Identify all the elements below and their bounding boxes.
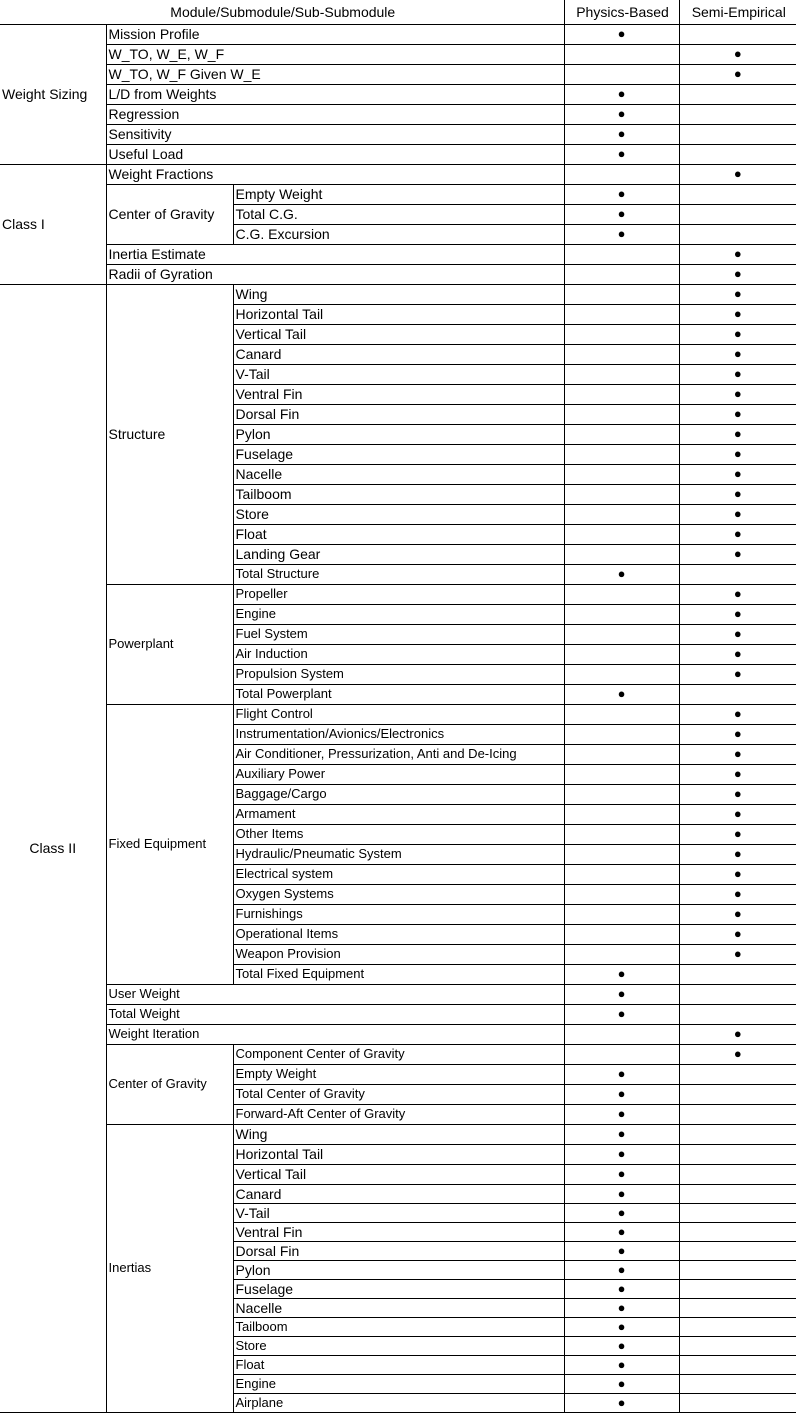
semi-empirical-cell: ● <box>679 544 796 564</box>
semi-empirical-cell <box>679 1004 796 1024</box>
physics-based-cell: ● <box>564 144 679 164</box>
physics-based-cell <box>564 524 679 544</box>
semi-empirical-cell <box>679 984 796 1004</box>
sub-submodule-cell: Weapon Provision <box>233 944 564 964</box>
physics-based-cell: ● <box>564 1124 679 1144</box>
table-row <box>0 184 796 204</box>
physics-based-cell <box>564 264 679 284</box>
table-row <box>0 144 796 164</box>
physics-based-cell <box>564 464 679 484</box>
semi-empirical-cell: ● <box>679 384 796 404</box>
semi-empirical-cell: ● <box>679 424 796 444</box>
header-physics-based: Physics-Based <box>564 0 679 24</box>
physics-based-cell <box>564 804 679 824</box>
sub-submodule-cell: Total Fixed Equipment <box>233 964 564 984</box>
physics-based-cell: ● <box>564 564 679 584</box>
semi-empirical-cell <box>679 1393 796 1412</box>
sub-submodule-cell: Fuselage <box>233 1279 564 1298</box>
table-row <box>0 244 796 264</box>
sub-submodule-cell: Float <box>233 1355 564 1374</box>
semi-empirical-cell: ● <box>679 944 796 964</box>
semi-empirical-cell: ● <box>679 324 796 344</box>
semi-empirical-cell: ● <box>679 604 796 624</box>
semi-empirical-cell: ● <box>679 524 796 544</box>
physics-based-cell <box>564 64 679 84</box>
submodule-cell: W_TO, W_F Given W_E <box>106 64 564 84</box>
semi-empirical-cell <box>679 144 796 164</box>
physics-based-cell <box>564 484 679 504</box>
semi-empirical-cell <box>679 1355 796 1374</box>
physics-based-cell <box>564 544 679 564</box>
physics-based-cell: ● <box>564 204 679 224</box>
semi-empirical-cell: ● <box>679 504 796 524</box>
table-row <box>0 584 796 604</box>
semi-empirical-cell <box>679 1317 796 1336</box>
physics-based-cell: ● <box>564 1064 679 1084</box>
semi-empirical-cell: ● <box>679 724 796 744</box>
semi-empirical-cell: ● <box>679 284 796 304</box>
sub-submodule-cell: Empty Weight <box>233 184 564 204</box>
submodule-cell: Fixed Equipment <box>106 704 233 984</box>
semi-empirical-cell: ● <box>679 864 796 884</box>
sub-submodule-cell: V-Tail <box>233 1203 564 1222</box>
semi-empirical-cell: ● <box>679 924 796 944</box>
sub-submodule-cell: Fuel System <box>233 624 564 644</box>
table-row <box>0 44 796 64</box>
submodule-cell: Center of Gravity <box>106 1044 233 1124</box>
semi-empirical-cell: ● <box>679 764 796 784</box>
semi-empirical-cell: ● <box>679 884 796 904</box>
sub-submodule-cell: Pylon <box>233 1260 564 1279</box>
semi-empirical-cell <box>679 184 796 204</box>
semi-empirical-cell <box>679 224 796 244</box>
sub-submodule-cell: Hydraulic/Pneumatic System <box>233 844 564 864</box>
physics-based-cell <box>564 324 679 344</box>
physics-based-cell: ● <box>564 1393 679 1412</box>
physics-based-cell <box>564 844 679 864</box>
physics-based-cell <box>564 784 679 804</box>
physics-based-cell: ● <box>564 1144 679 1164</box>
physics-based-cell: ● <box>564 1222 679 1241</box>
sub-submodule-cell: Landing Gear <box>233 544 564 564</box>
physics-based-cell <box>564 824 679 844</box>
semi-empirical-cell: ● <box>679 344 796 364</box>
submodule-cell: Radii of Gyration <box>106 264 564 284</box>
header-module-column: Module/Submodule/Sub-Submodule <box>0 0 564 24</box>
semi-empirical-cell: ● <box>679 1044 796 1064</box>
semi-empirical-cell: ● <box>679 244 796 264</box>
sub-submodule-cell: Instrumentation/Avionics/Electronics <box>233 724 564 744</box>
sub-submodule-cell: V-Tail <box>233 364 564 384</box>
sub-submodule-cell: Baggage/Cargo <box>233 784 564 804</box>
semi-empirical-cell: ● <box>679 664 796 684</box>
sub-submodule-cell: Ventral Fin <box>233 384 564 404</box>
semi-empirical-cell <box>679 1124 796 1144</box>
semi-empirical-cell: ● <box>679 624 796 644</box>
physics-based-cell: ● <box>564 104 679 124</box>
physics-based-cell: ● <box>564 24 679 44</box>
sub-submodule-cell: C.G. Excursion <box>233 224 564 244</box>
semi-empirical-cell <box>679 1222 796 1241</box>
physics-based-cell <box>564 364 679 384</box>
physics-based-cell: ● <box>564 1004 679 1024</box>
sub-submodule-cell: Store <box>233 1336 564 1355</box>
sub-submodule-cell: Nacelle <box>233 464 564 484</box>
semi-empirical-cell: ● <box>679 464 796 484</box>
semi-empirical-cell: ● <box>679 784 796 804</box>
physics-based-cell: ● <box>564 964 679 984</box>
semi-empirical-cell: ● <box>679 64 796 84</box>
physics-based-cell <box>564 864 679 884</box>
physics-based-cell: ● <box>564 184 679 204</box>
physics-based-cell <box>564 1044 679 1064</box>
sub-submodule-cell: Vertical Tail <box>233 1164 564 1184</box>
physics-based-cell: ● <box>564 224 679 244</box>
physics-based-cell: ● <box>564 124 679 144</box>
semi-empirical-cell <box>679 964 796 984</box>
sub-submodule-cell: Component Center of Gravity <box>233 1044 564 1064</box>
sub-submodule-cell: Electrical system <box>233 864 564 884</box>
sub-submodule-cell: Flight Control <box>233 704 564 724</box>
module-cell: Class I <box>0 164 106 284</box>
sub-submodule-cell: Engine <box>233 604 564 624</box>
submodule-cell: User Weight <box>106 984 564 1004</box>
submodule-cell: Sensitivity <box>106 124 564 144</box>
sub-submodule-cell: Forward-Aft Center of Gravity <box>233 1104 564 1124</box>
physics-based-cell: ● <box>564 1355 679 1374</box>
semi-empirical-cell <box>679 1336 796 1355</box>
physics-based-cell <box>564 644 679 664</box>
sub-submodule-cell: Canard <box>233 344 564 364</box>
table-row <box>0 84 796 104</box>
submodule-cell: Inertia Estimate <box>106 244 564 264</box>
physics-based-cell <box>564 304 679 324</box>
sub-submodule-cell: Dorsal Fin <box>233 404 564 424</box>
semi-empirical-cell <box>679 124 796 144</box>
sub-submodule-cell: Armament <box>233 804 564 824</box>
sub-submodule-cell: Total Powerplant <box>233 684 564 704</box>
physics-based-cell: ● <box>564 1298 679 1317</box>
physics-based-cell <box>564 904 679 924</box>
semi-empirical-cell <box>679 1374 796 1393</box>
sub-submodule-cell: Auxiliary Power <box>233 764 564 784</box>
sub-submodule-cell: Empty Weight <box>233 1064 564 1084</box>
sub-submodule-cell: Engine <box>233 1374 564 1393</box>
physics-based-cell <box>564 944 679 964</box>
semi-empirical-cell <box>679 1241 796 1260</box>
semi-empirical-cell <box>679 1164 796 1184</box>
physics-based-cell <box>564 284 679 304</box>
semi-empirical-cell <box>679 1184 796 1203</box>
sub-submodule-cell: Tailboom <box>233 1317 564 1336</box>
physics-based-cell <box>564 884 679 904</box>
semi-empirical-cell: ● <box>679 644 796 664</box>
submodule-cell: L/D from Weights <box>106 84 564 104</box>
physics-based-cell: ● <box>564 684 679 704</box>
semi-empirical-cell <box>679 1279 796 1298</box>
semi-empirical-cell <box>679 1260 796 1279</box>
semi-empirical-cell <box>679 564 796 584</box>
sub-submodule-cell: Nacelle <box>233 1298 564 1317</box>
semi-empirical-cell: ● <box>679 304 796 324</box>
sub-submodule-cell: Oxygen Systems <box>233 884 564 904</box>
sub-submodule-cell: Air Induction <box>233 644 564 664</box>
semi-empirical-cell: ● <box>679 404 796 424</box>
submodule-cell: Weight Fractions <box>106 164 564 184</box>
physics-based-cell: ● <box>564 1184 679 1203</box>
physics-based-cell: ● <box>564 1104 679 1124</box>
semi-empirical-cell: ● <box>679 744 796 764</box>
table-row <box>0 1024 796 1044</box>
physics-based-cell <box>564 164 679 184</box>
semi-empirical-cell: ● <box>679 484 796 504</box>
sub-submodule-cell: Ventral Fin <box>233 1222 564 1241</box>
sub-submodule-cell: Airplane <box>233 1393 564 1412</box>
submodule-cell: Total Weight <box>106 1004 564 1024</box>
semi-empirical-cell <box>679 1084 796 1104</box>
table-row <box>0 64 796 84</box>
semi-empirical-cell: ● <box>679 164 796 184</box>
sub-submodule-cell: Total Structure <box>233 564 564 584</box>
submodule-cell: Mission Profile <box>106 24 564 44</box>
sub-submodule-cell: Operational Items <box>233 924 564 944</box>
physics-based-cell: ● <box>564 984 679 1004</box>
physics-based-cell: ● <box>564 1317 679 1336</box>
physics-based-cell <box>564 444 679 464</box>
physics-based-cell <box>564 44 679 64</box>
semi-empirical-cell: ● <box>679 264 796 284</box>
physics-based-cell: ● <box>564 1336 679 1355</box>
sub-submodule-cell: Tailboom <box>233 484 564 504</box>
physics-based-cell <box>564 764 679 784</box>
module-cell: Class II <box>0 284 106 1412</box>
physics-based-cell: ● <box>564 1084 679 1104</box>
physics-based-cell: ● <box>564 1374 679 1393</box>
physics-based-cell <box>564 1024 679 1044</box>
physics-based-cell <box>564 504 679 524</box>
sub-submodule-cell: Store <box>233 504 564 524</box>
table-row <box>0 164 796 184</box>
submodule-cell: Structure <box>106 284 233 584</box>
table-row <box>0 24 796 44</box>
submodule-cell: Inertias <box>106 1124 233 1412</box>
physics-based-cell <box>564 244 679 264</box>
submodule-cell: Regression <box>106 104 564 124</box>
semi-empirical-cell: ● <box>679 364 796 384</box>
semi-empirical-cell: ● <box>679 1024 796 1044</box>
physics-based-cell <box>564 924 679 944</box>
physics-based-cell <box>564 704 679 724</box>
physics-based-cell <box>564 724 679 744</box>
header-semi-empirical: Semi-Empirical <box>679 0 796 24</box>
physics-based-cell <box>564 624 679 644</box>
semi-empirical-cell: ● <box>679 904 796 924</box>
table-row <box>0 284 796 304</box>
physics-based-cell <box>564 424 679 444</box>
semi-empirical-cell <box>679 1104 796 1124</box>
sub-submodule-cell: Total C.G. <box>233 204 564 224</box>
physics-based-cell: ● <box>564 84 679 104</box>
sub-submodule-cell: Fuselage <box>233 444 564 464</box>
physics-based-cell: ● <box>564 1260 679 1279</box>
table-row <box>0 984 796 1004</box>
table-row <box>0 264 796 284</box>
submodule-cell: Center of Gravity <box>106 184 233 244</box>
sub-submodule-cell: Air Conditioner, Pressurization, Anti and De-Icing <box>233 744 564 764</box>
physics-based-cell: ● <box>564 1203 679 1222</box>
semi-empirical-cell <box>679 684 796 704</box>
physics-based-cell <box>564 384 679 404</box>
semi-empirical-cell: ● <box>679 444 796 464</box>
physics-based-cell <box>564 404 679 424</box>
sub-submodule-cell: Total Center of Gravity <box>233 1084 564 1104</box>
semi-empirical-cell: ● <box>679 584 796 604</box>
physics-based-cell: ● <box>564 1164 679 1184</box>
semi-empirical-cell <box>679 1298 796 1317</box>
physics-based-cell: ● <box>564 1241 679 1260</box>
sub-submodule-cell: Propulsion System <box>233 664 564 684</box>
module-cell: Weight Sizing <box>0 24 106 164</box>
semi-empirical-cell <box>679 84 796 104</box>
semi-empirical-cell <box>679 1144 796 1164</box>
semi-empirical-cell: ● <box>679 44 796 64</box>
table-row <box>0 104 796 124</box>
sub-submodule-cell: Dorsal Fin <box>233 1241 564 1260</box>
semi-empirical-cell <box>679 204 796 224</box>
semi-empirical-cell: ● <box>679 844 796 864</box>
submodule-cell: Powerplant <box>106 584 233 704</box>
semi-empirical-cell: ● <box>679 824 796 844</box>
semi-empirical-cell <box>679 1064 796 1084</box>
physics-based-cell <box>564 604 679 624</box>
sub-submodule-cell: Other Items <box>233 824 564 844</box>
sub-submodule-cell: Wing <box>233 1124 564 1144</box>
sub-submodule-cell: Horizontal Tail <box>233 304 564 324</box>
sub-submodule-cell: Wing <box>233 284 564 304</box>
semi-empirical-cell <box>679 24 796 44</box>
physics-based-cell <box>564 344 679 364</box>
sub-submodule-cell: Horizontal Tail <box>233 1144 564 1164</box>
semi-empirical-cell: ● <box>679 704 796 724</box>
physics-based-cell <box>564 664 679 684</box>
sub-submodule-cell: Float <box>233 524 564 544</box>
sub-submodule-cell: Canard <box>233 1184 564 1203</box>
table-row <box>0 1044 796 1064</box>
sub-submodule-cell: Furnishings <box>233 904 564 924</box>
submodule-cell: W_TO, W_E, W_F <box>106 44 564 64</box>
semi-empirical-cell: ● <box>679 804 796 824</box>
sub-submodule-cell: Pylon <box>233 424 564 444</box>
sub-submodule-cell: Vertical Tail <box>233 324 564 344</box>
submodule-cell: Weight Iteration <box>106 1024 564 1044</box>
table-row <box>0 704 796 724</box>
physics-based-cell <box>564 584 679 604</box>
sub-submodule-cell: Propeller <box>233 584 564 604</box>
submodule-cell: Useful Load <box>106 144 564 164</box>
semi-empirical-cell <box>679 1203 796 1222</box>
table-row <box>0 124 796 144</box>
table-row <box>0 1004 796 1024</box>
physics-based-cell <box>564 744 679 764</box>
physics-based-cell: ● <box>564 1279 679 1298</box>
semi-empirical-cell <box>679 104 796 124</box>
table-row <box>0 1124 796 1144</box>
